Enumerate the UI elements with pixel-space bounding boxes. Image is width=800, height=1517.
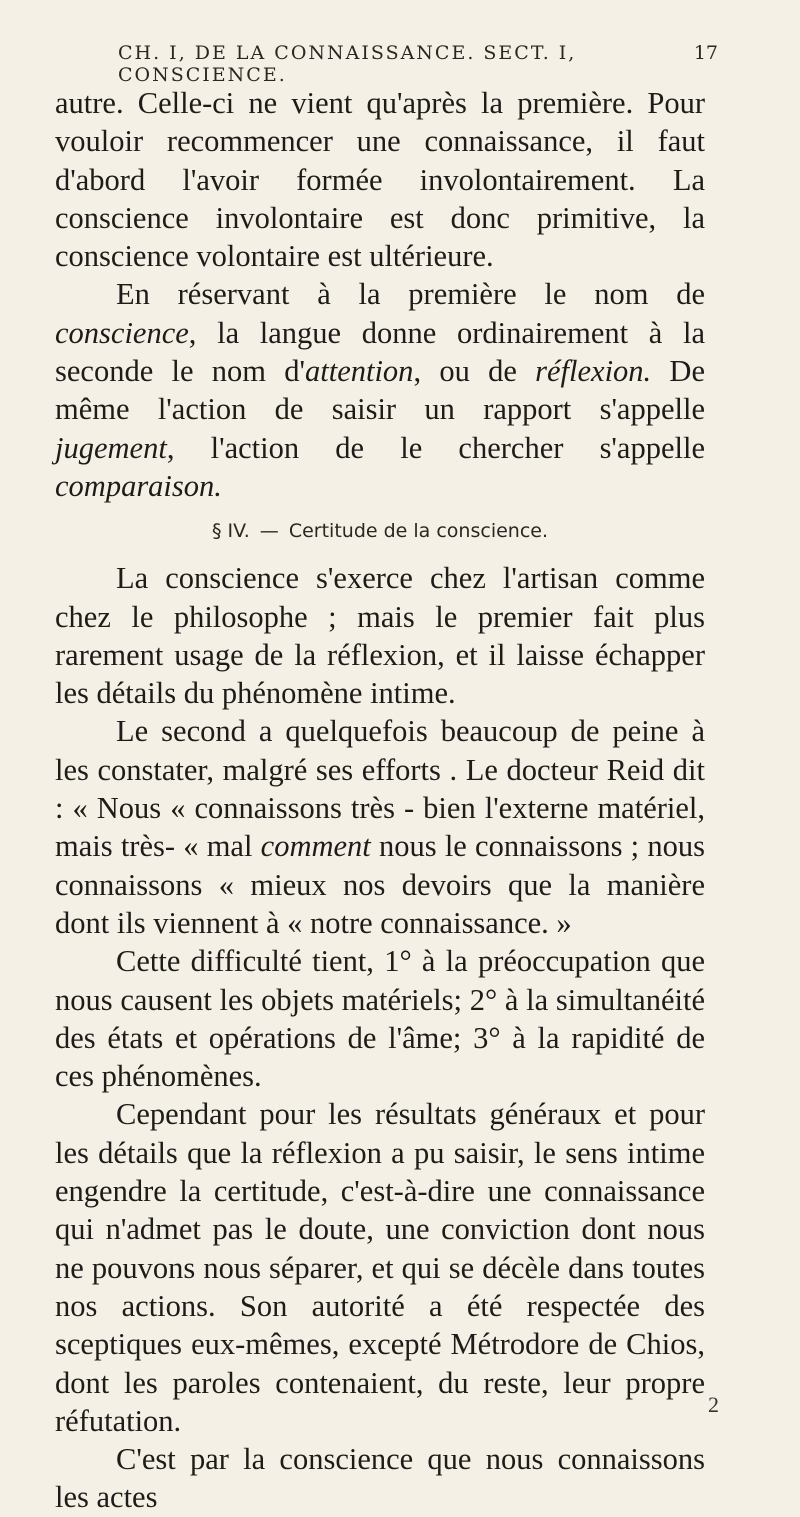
paragraph-reid-quote: [55, 712, 705, 942]
paragraph-continued: autre. Celle-ci ne vient qu'après la première. Pour vouloir recommencer une connaissance, il faut d'abord l'avoir formée involontairement. La conscience involontaire est donc primitive, la conscience volontaire est ultérieure.: [55, 86, 705, 274]
paragraph-last-line: C'est par la conscience que nous connaissons les actes: [55, 1442, 705, 1515]
signature-mark: 2: [708, 1392, 719, 1417]
italic-term-reflexion: réflexion.: [535, 354, 652, 389]
section-dash: —: [259, 520, 279, 543]
running-title: CH. I, DE LA CONNAISSANCE. SECT. I, CONSCIENCE.: [118, 42, 577, 86]
italic-term-jugement: jugement: [55, 430, 167, 465]
section-title-text: Certitude de la conscience.: [288, 520, 548, 543]
page-body: [55, 84, 705, 1517]
text-run: , la langue donne ordinairement à la seconde le nom d': [55, 315, 705, 389]
paragraph-difficulty: Cette difficulté tient, 1° à la préoccupation que nous causent les objets matériels; 2° à la simultanéité des états et opérations de l'âme; 3° à la rapidité de ces phénomènes.: [55, 944, 705, 1094]
text-run: En réservant à la première le nom de: [116, 277, 705, 312]
paragraph-terminology: [55, 275, 705, 505]
text-run: nous le connaissons ; nous connaissons « mieux nos devoirs que la manière dont ils viennent à « notre connaissance. »: [55, 829, 705, 940]
text-run: Le second a quelquefois beaucoup de peine à les constater, malgré ses efforts . Le docteur Reid dit : « Nous « connaissons très - bien l'externe matériel, mais très- « mal: [55, 714, 705, 864]
section-number: § IV.: [212, 520, 250, 543]
italic-term-comparaison: comparaison.: [55, 468, 222, 503]
running-header: [118, 42, 718, 86]
page-number: 17: [693, 42, 718, 64]
paragraph-artisan: La conscience s'exerce chez l'artisan comme chez le philosophe ; mais le premier fait plus rarement usage de la réflexion, et il laisse échapper les détails du phénomène intime.: [55, 561, 705, 711]
paragraph-certitude: Cependant pour les résultats généraux et pour les détails que la réflexion a pu saisir, le sens intime engendre la certitude, c'est-à-dire une connaissance qui n'admet pas le doute, une conviction dont nous ne pouvons nous séparer, et qui se décèle dans toutes nos actions. Son autorité a été respectée des sceptiques eux-mêmes, excepté Métrodore de Chios, dont les paroles contenaient, du reste, leur propre réfutation.: [55, 1097, 705, 1438]
text-run: De même l'action de saisir un rapport s'appelle: [55, 354, 705, 427]
text-run: , ou de: [413, 354, 536, 389]
italic-term-conscience: conscience: [55, 315, 189, 350]
text-run: , l'action de le chercher s'appelle: [166, 430, 705, 465]
section-heading: [55, 517, 705, 545]
italic-word-comment: comment: [260, 829, 371, 864]
italic-term-attention: attention: [305, 354, 414, 389]
